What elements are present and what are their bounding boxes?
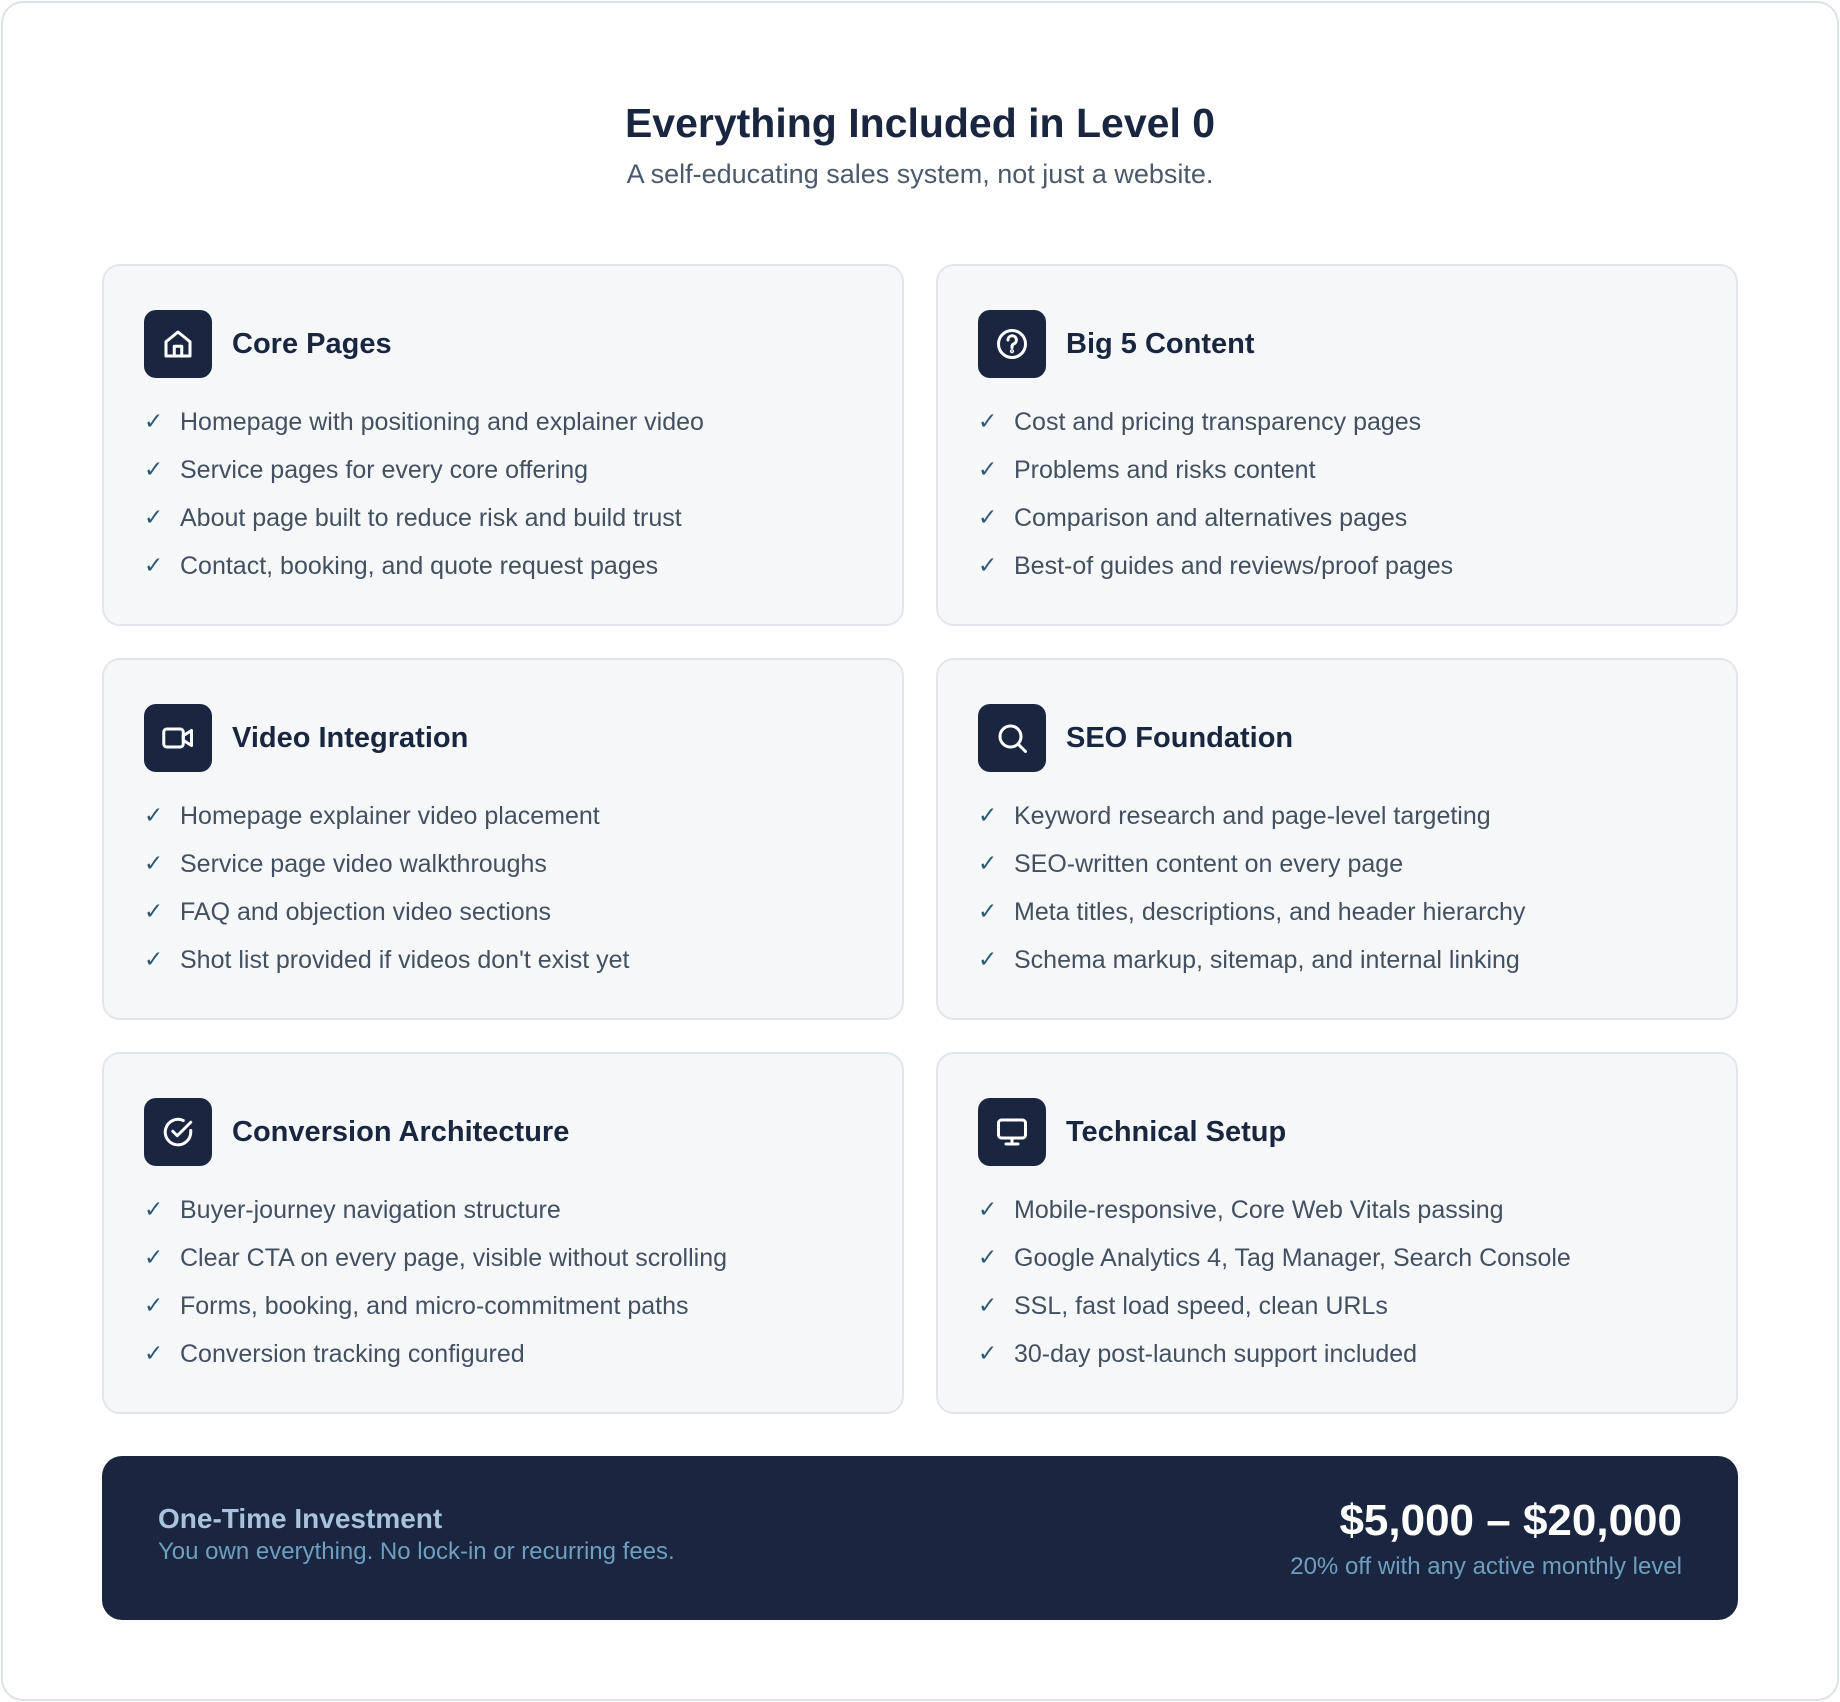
list-item-text: SEO-written content on every page bbox=[1014, 849, 1404, 878]
check-icon: ✓ bbox=[978, 1341, 998, 1367]
list-item-text: Mobile-responsive, Core Web Vitals passing bbox=[1014, 1195, 1504, 1224]
card-video-integration bbox=[102, 658, 904, 1020]
list-item bbox=[978, 1186, 1696, 1234]
list-item bbox=[144, 1234, 862, 1282]
card-header bbox=[978, 704, 1696, 772]
video-camera-icon bbox=[144, 704, 212, 772]
card-core-pages bbox=[102, 264, 904, 626]
card-big-5-content bbox=[936, 264, 1738, 626]
list-item bbox=[144, 792, 862, 840]
card-title: Big 5 Content bbox=[1066, 327, 1255, 360]
page-title: Everything Included in Level 0 bbox=[624, 100, 1216, 146]
card-conversion-architecture bbox=[102, 1052, 904, 1414]
list-item bbox=[144, 1330, 862, 1378]
list-item bbox=[978, 446, 1696, 494]
list-item bbox=[144, 888, 862, 936]
card-title: SEO Foundation bbox=[1066, 721, 1294, 754]
list-item-text: Contact, booking, and quote request pages bbox=[180, 551, 659, 580]
check-icon: ✓ bbox=[144, 1341, 164, 1367]
list-item bbox=[978, 398, 1696, 446]
list-item-text: Comparison and alternatives pages bbox=[1014, 503, 1408, 532]
list-item bbox=[144, 840, 862, 888]
list-item-text: Problems and risks content bbox=[1014, 455, 1316, 484]
check-icon: ✓ bbox=[978, 1245, 998, 1271]
monitor-icon bbox=[978, 1098, 1046, 1166]
card-title: Video Integration bbox=[232, 721, 469, 754]
list-item-text: Homepage with positioning and explainer video bbox=[180, 407, 704, 436]
check-icon: ✓ bbox=[978, 505, 998, 531]
feature-list bbox=[144, 792, 862, 984]
list-item-text: Forms, booking, and micro-commitment paths bbox=[180, 1291, 689, 1320]
list-item-text: Schema markup, sitemap, and internal linking bbox=[1014, 945, 1520, 974]
check-icon: ✓ bbox=[144, 899, 164, 925]
check-icon: ✓ bbox=[144, 851, 164, 877]
feature-list bbox=[144, 398, 862, 590]
list-item bbox=[978, 1282, 1696, 1330]
pricing-heading: One-Time Investment bbox=[158, 1503, 443, 1534]
list-item-text: Buyer-journey navigation structure bbox=[180, 1195, 561, 1224]
check-icon: ✓ bbox=[144, 1197, 164, 1223]
check-icon: ✓ bbox=[144, 947, 164, 973]
page-subtitle: A self-educating sales system, not just a website. bbox=[626, 159, 1214, 189]
card-title: Technical Setup bbox=[1066, 1115, 1287, 1148]
check-icon: ✓ bbox=[144, 505, 164, 531]
list-item-text: Homepage explainer video placement bbox=[180, 801, 600, 830]
check-icon: ✓ bbox=[978, 1293, 998, 1319]
list-item-text: Meta titles, descriptions, and header hierarchy bbox=[1014, 897, 1526, 926]
list-item-text: Conversion tracking configured bbox=[180, 1339, 525, 1368]
list-item bbox=[144, 398, 862, 446]
pricing-info bbox=[158, 1501, 675, 1567]
check-icon: ✓ bbox=[144, 1245, 164, 1271]
list-item bbox=[978, 792, 1696, 840]
list-item-text: Shot list provided if videos don't exist yet bbox=[180, 945, 630, 974]
list-item bbox=[144, 1282, 862, 1330]
price-discount-note: 20% off with any active monthly level bbox=[1290, 1553, 1682, 1580]
search-icon bbox=[978, 704, 1046, 772]
card-title: Core Pages bbox=[232, 327, 392, 360]
check-icon: ✓ bbox=[144, 803, 164, 829]
check-icon: ✓ bbox=[144, 457, 164, 483]
list-item-text: About page built to reduce risk and build trust bbox=[180, 503, 682, 532]
check-icon: ✓ bbox=[978, 409, 998, 435]
check-icon: ✓ bbox=[978, 899, 998, 925]
list-item-text: Cost and pricing transparency pages bbox=[1014, 407, 1422, 436]
check-icon: ✓ bbox=[144, 553, 164, 579]
card-header bbox=[144, 704, 862, 772]
question-circle-icon bbox=[978, 310, 1046, 378]
list-item bbox=[978, 494, 1696, 542]
card-title: Conversion Architecture bbox=[232, 1115, 570, 1148]
list-item bbox=[978, 1330, 1696, 1378]
card-seo-foundation bbox=[936, 658, 1738, 1020]
list-item bbox=[144, 446, 862, 494]
feature-list bbox=[978, 792, 1696, 984]
list-item-text: Keyword research and page-level targeting bbox=[1014, 801, 1491, 830]
list-item-text: FAQ and objection video sections bbox=[180, 897, 552, 926]
check-icon: ✓ bbox=[144, 1293, 164, 1319]
card-header bbox=[144, 1098, 862, 1166]
check-icon: ✓ bbox=[978, 457, 998, 483]
list-item-text: Service page video walkthroughs bbox=[180, 849, 547, 878]
list-item-text: Service pages for every core offering bbox=[180, 455, 589, 484]
features-grid bbox=[102, 264, 1738, 1414]
list-item-text: SSL, fast load speed, clean URLs bbox=[1014, 1291, 1388, 1320]
check-icon: ✓ bbox=[144, 409, 164, 435]
check-circle-icon bbox=[144, 1098, 212, 1166]
list-item bbox=[144, 494, 862, 542]
check-icon: ✓ bbox=[978, 1197, 998, 1223]
feature-list bbox=[978, 398, 1696, 590]
card-technical-setup bbox=[936, 1052, 1738, 1414]
feature-list bbox=[978, 1186, 1696, 1378]
pricing-banner bbox=[102, 1456, 1738, 1620]
card-header bbox=[144, 310, 862, 378]
check-icon: ✓ bbox=[978, 553, 998, 579]
card-header bbox=[978, 310, 1696, 378]
feature-list bbox=[144, 1186, 862, 1378]
list-item bbox=[144, 936, 862, 984]
list-item bbox=[978, 840, 1696, 888]
pricing-subtext: You own everything. No lock-in or recurring fees. bbox=[158, 1538, 675, 1565]
page-header bbox=[0, 96, 1840, 192]
list-item-text: Clear CTA on every page, visible without scrolling bbox=[180, 1243, 728, 1272]
list-item-text: 30-day post-launch support included bbox=[1014, 1339, 1418, 1368]
list-item bbox=[978, 542, 1696, 590]
list-item-text: Google Analytics 4, Tag Manager, Search Console bbox=[1014, 1243, 1571, 1272]
check-icon: ✓ bbox=[978, 803, 998, 829]
list-item bbox=[978, 888, 1696, 936]
check-icon: ✓ bbox=[978, 947, 998, 973]
card-header bbox=[978, 1098, 1696, 1166]
list-item bbox=[978, 1234, 1696, 1282]
list-item bbox=[144, 1186, 862, 1234]
price-range: $5,000 – $20,000 bbox=[1339, 1496, 1682, 1545]
list-item-text: Best-of guides and reviews/proof pages bbox=[1014, 551, 1454, 580]
list-item bbox=[978, 936, 1696, 984]
list-item bbox=[144, 542, 862, 590]
home-icon bbox=[144, 310, 212, 378]
check-icon: ✓ bbox=[978, 851, 998, 877]
pricing-amount-block bbox=[1290, 1494, 1682, 1582]
